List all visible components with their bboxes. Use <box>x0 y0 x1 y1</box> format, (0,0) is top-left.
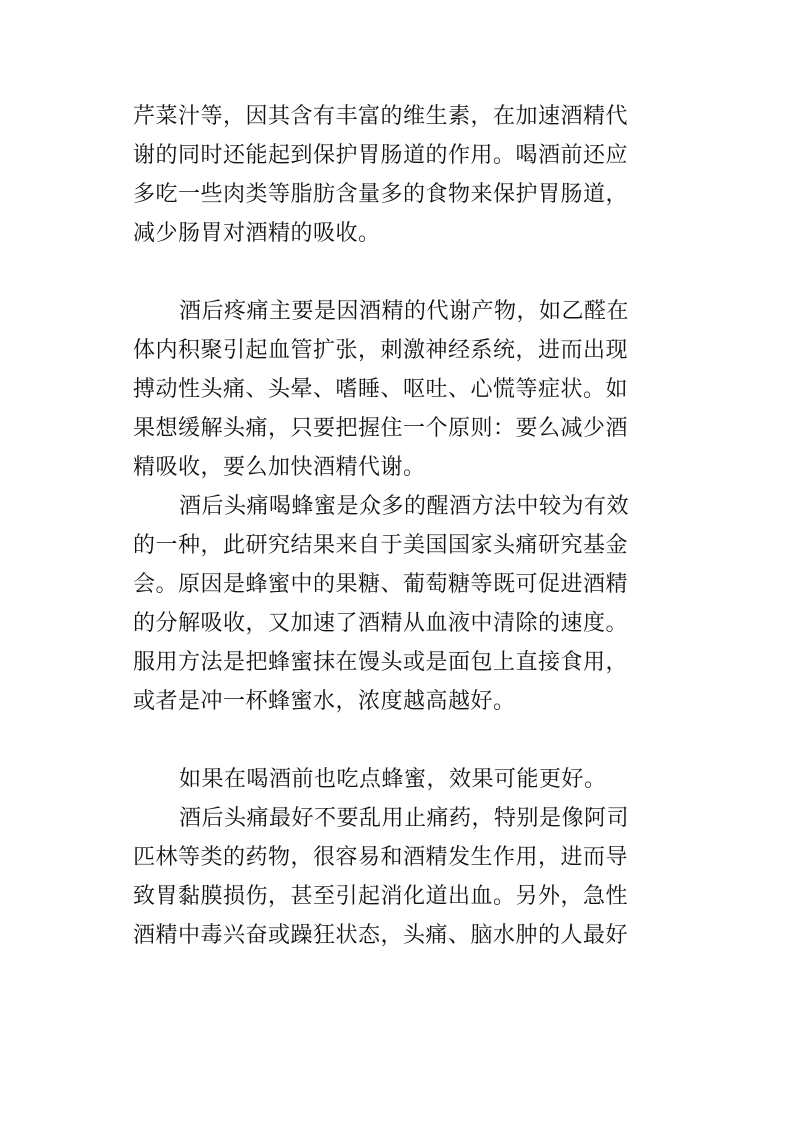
text-line: 酒后头痛喝蜂蜜是众多的醒酒方法中较为有效 <box>179 494 630 519</box>
text-line: 致胃黏膜损伤，甚至引起消化道出血。另外，急性 <box>133 884 629 909</box>
text-line: 的一种，此研究结果来自于美国国家头痛研究基金 <box>133 533 629 558</box>
text-line: 匹林等类的药物，很容易和酒精发生作用，进而导 <box>133 845 629 870</box>
paragraph-spacer <box>133 253 673 292</box>
text-line: 会。原因是蜂蜜中的果糖、葡萄糖等既可促进酒精 <box>133 572 629 597</box>
text-line: 酒后头痛最好不要乱用止痛药，特别是像阿司 <box>179 806 630 831</box>
paragraph-3 <box>133 487 673 721</box>
text-line: 搏动性头痛、头晕、嗜睡、呕吐、心慌等症状。如 <box>133 377 629 402</box>
text-line: 酒精中毒兴奋或躁狂状态，头痛、脑水肿的人最好 <box>133 923 629 948</box>
paragraph-1 <box>133 97 673 253</box>
text-line: 体内积聚引起血管扩张，刺激神经系统，进而出现 <box>133 338 629 363</box>
paragraph-spacer <box>133 721 673 760</box>
text-line: 的分解吸收，又加速了酒精从血液中清除的速度。 <box>133 611 629 636</box>
text-line: 或者是冲一杯蜂蜜水，浓度越高越好。 <box>133 689 516 714</box>
text-line: 减少肠胃对酒精的吸收。 <box>133 221 381 246</box>
text-line: 服用方法是把蜂蜜抹在馒头或是面包上直接食用， <box>133 650 629 675</box>
text-line: 谢的同时还能起到保护胃肠道的作用。喝酒前还应 <box>133 143 629 168</box>
text-line: 如果在喝酒前也吃点蜂蜜，效果可能更好。 <box>179 767 607 792</box>
document-body <box>133 97 673 955</box>
text-line: 多吃一些肉类等脂肪含量多的食物来保护胃肠道， <box>133 182 629 207</box>
paragraph-5 <box>133 799 673 955</box>
text-line: 酒后疼痛主要是因酒精的代谢产物，如乙醛在 <box>179 299 630 324</box>
text-line: 精吸收，要么加快酒精代谢。 <box>133 455 426 480</box>
text-line: 果想缓解头痛，只要把握住一个原则：要么减少酒 <box>133 416 629 441</box>
text-line: 芹菜汁等，因其含有丰富的维生素，在加速酒精代 <box>133 104 629 129</box>
paragraph-4 <box>133 760 673 799</box>
paragraph-2 <box>133 292 673 487</box>
